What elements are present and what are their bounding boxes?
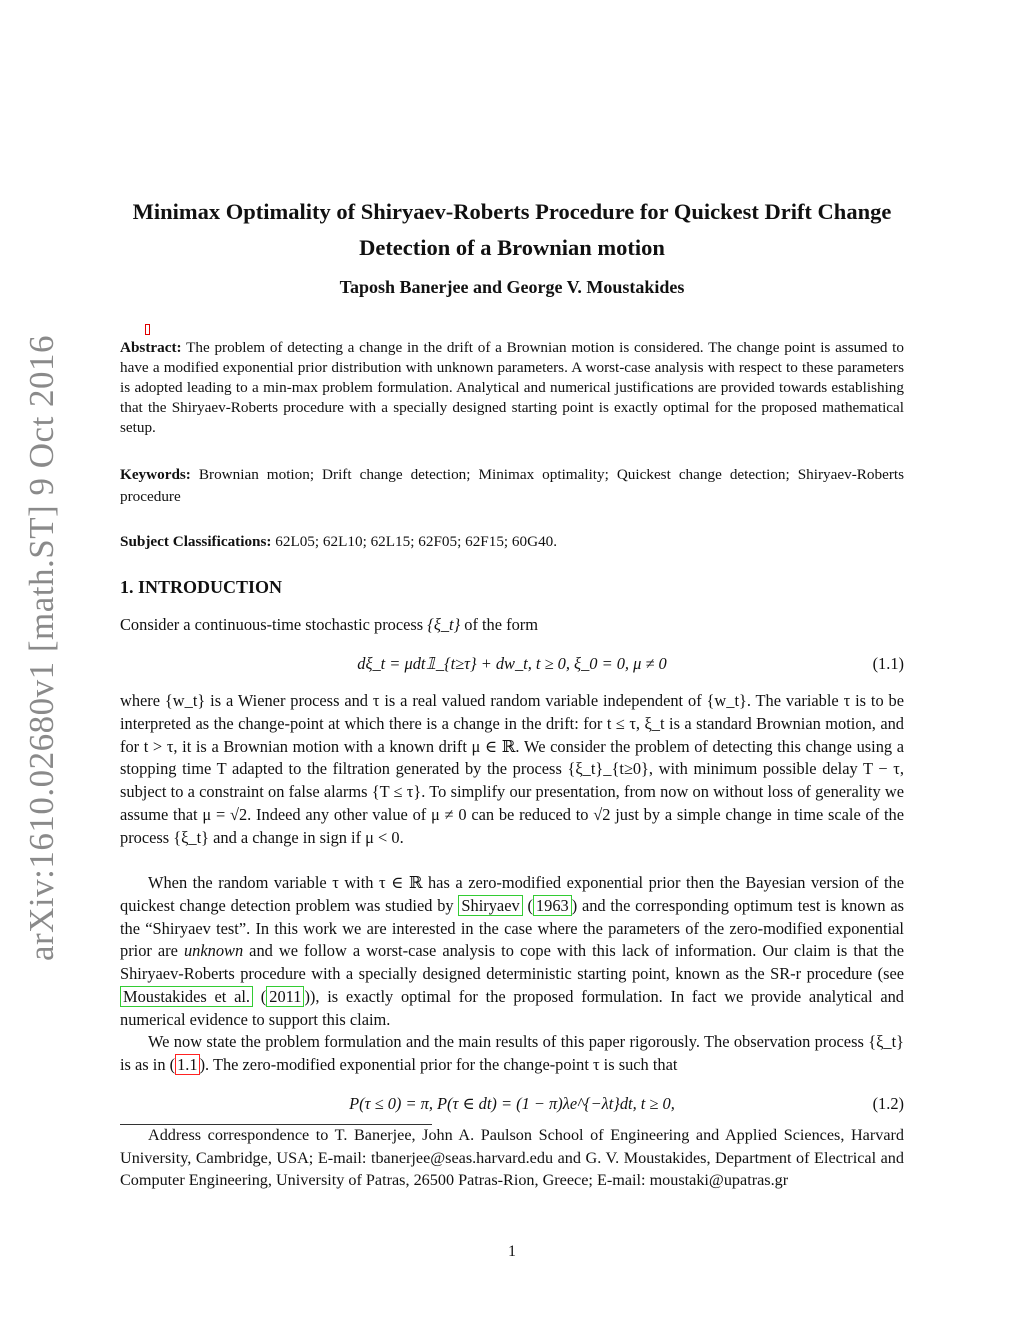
citation-shiryaev-year[interactable]: 1963 [533,895,572,916]
equation-1-1-number: (1.1) [872,654,904,673]
page-number: 1 [508,1243,516,1260]
keywords-label: Keywords: [120,466,191,483]
arxiv-identifier-stamp: arXiv:1610.02680v1 [math.ST] 9 Oct 2016 [22,334,61,962]
abstract-label: Abstract: [120,339,182,356]
red-annotation-marker [145,324,150,335]
citation-moustakides-name[interactable]: Moustakides et al. [120,986,253,1007]
background-part-1: When the random variable τ with τ ∈ ℝ has a zero-modified exponential prior then the Bayesian version of the quickest change detection problem was studied by [120,873,904,915]
paper-title: Minimax Optimality of Shiryaev-Roberts Procedure for Quickest Drift Change Detection of a Brownian motion [132,199,892,260]
abstract [120,338,904,438]
background-part-3: and we follow a worst-case analysis to cope with this lack of information. Our claim is that the Shiryaev-Roberts procedure with a specially designed deterministic starting point, known as the SR-r procedure (see [120,941,904,984]
section-heading-introduction: 1. INTRODUCTION [120,577,283,597]
statement-part-2: ). The zero-modified exponential prior for the change-point τ is such that [199,1054,678,1074]
abstract-text: The problem of detecting a change in the drift of a Brownian motion is considered. The change point is assumed to have a modified exponential prior distribution with unknown parameters. A worst-case analysis with respect to these parameters is adopted leading to a min-max problem formulation. Analytical and numerical justifications are provided towards establishing that the Shiryaev-Roberts procedure with a specially designed starting point is exactly optimal for the proposed mathematical setup. [120,339,904,436]
intro-sentence [120,614,904,637]
subject-classifications [120,532,904,552]
statement-part-1: We now state the problem formulation and the main results of this paper rigorously. The observation process {ξ_t} is as in ( [120,1032,904,1074]
citation-moustakides-year[interactable]: 2011 [266,986,304,1007]
paragraph-problem-statement [120,1031,904,1077]
subject-text: 62L05; 62L10; 62L15; 62F05; 62F15; 60G40. [275,533,558,550]
equation-1-2 [120,1092,904,1116]
intro-after: of the form [460,615,538,634]
equation-1-1-body: dξ_t = μdt𝟙_{t≥τ} + dw_t, t ≥ 0, ξ_0 = 0, μ ≠ 0 [357,654,667,673]
keywords [120,464,904,508]
paper-authors: Taposh Banerjee and George V. Moustakides [339,277,685,297]
equation-reference-1-1[interactable]: 1.1 [177,1054,198,1074]
equation-1-2-body: P(τ ≤ 0) = π, P(τ ∈ dt) = (1 − π)λe^{−λt}dt, t ≥ 0, [349,1094,675,1113]
background-emphasis: unknown [183,941,244,961]
paragraph-problem-setup: where {w_t} is a Wiener process and τ is a real valued random variable independent of {w_t}. The variable τ is to be interpreted as the change-point at which there is a change in the drift: for t ≤ τ, ξ_t is a standard Brownian motion, and for t > τ, it is a Brownian motion with a known drift μ ∈ ℝ. We consider the problem of detecting this change using a stopping time T adapted to the filtration generated by the process {ξ_t}_{t≥0}, with minimum possible delay T − τ, subject to a constraint on false alarms {T ≤ τ}. To simplify our presentation, from now on without loss of generality we assume that μ = √2. Indeed any other value of μ ≠ 0 can be reduced to √2 just by a simple change in time scale of the process {ξ_t} and a change in sign if μ < 0. [120,691,904,847]
subject-label: Subject Classifications: [120,533,272,550]
equation-1-2-number: (1.2) [872,1094,904,1113]
background-part-4: )), is exactly optimal for the proposed formulation. In fact we provide analytical and numerical evidence to support this claim. [120,986,904,1029]
intro-before: Consider a continuous-time stochastic process [120,615,428,634]
intro-process: {ξ_t} [427,615,461,634]
keywords-text: Brownian motion; Drift change detection; Minimax optimality; Quickest change detection; Shiryaev-Roberts procedure [120,466,905,505]
citation-shiryaev-name[interactable]: Shiryaev [458,895,522,916]
equation-1-1 [120,652,904,676]
background-part-2: ) and the corresponding optimum test is known as the “Shiryaev test”. In this work we are interested in the case where the parameters of the zero-modified exponential prior are [120,895,905,961]
footnote-correspondence: Address correspondence to T. Banerjee, John A. Paulson School of Engineering and Applied Sciences, Harvard University, Cambridge, USA; E-mail: tbanerjee@seas.harvard.edu and G. V. Moustakides, Department of Electrical and Computer Engineering, University of Patras, 26500 Patras-Rion, Greece; E-mail: moustaki@upatras.gr [120,1126,904,1190]
paragraph-background: When the random variable τ with τ ∈ ℝ has a zero-modified exponential prior then the Bayesian version of the quickest change detection problem was studied by Shiryaev ( 1963 ) and the corresponding optimum test is known as the “Shiryaev test”. In this work we are interested in the case where the parameters of the zero-modified exponential prior are unknown and we follow a worst-case analysis to cope with this lack of information. Our claim is that the Shiryaev-Roberts procedure with a specially designed deterministic starting point, known as the SR-r procedure (see Moustakides et al. ( 2011 )), is exactly optimal for the proposed formulation. In fact we provide analytical and numerical evidence to support this claim. [120,873,905,1029]
